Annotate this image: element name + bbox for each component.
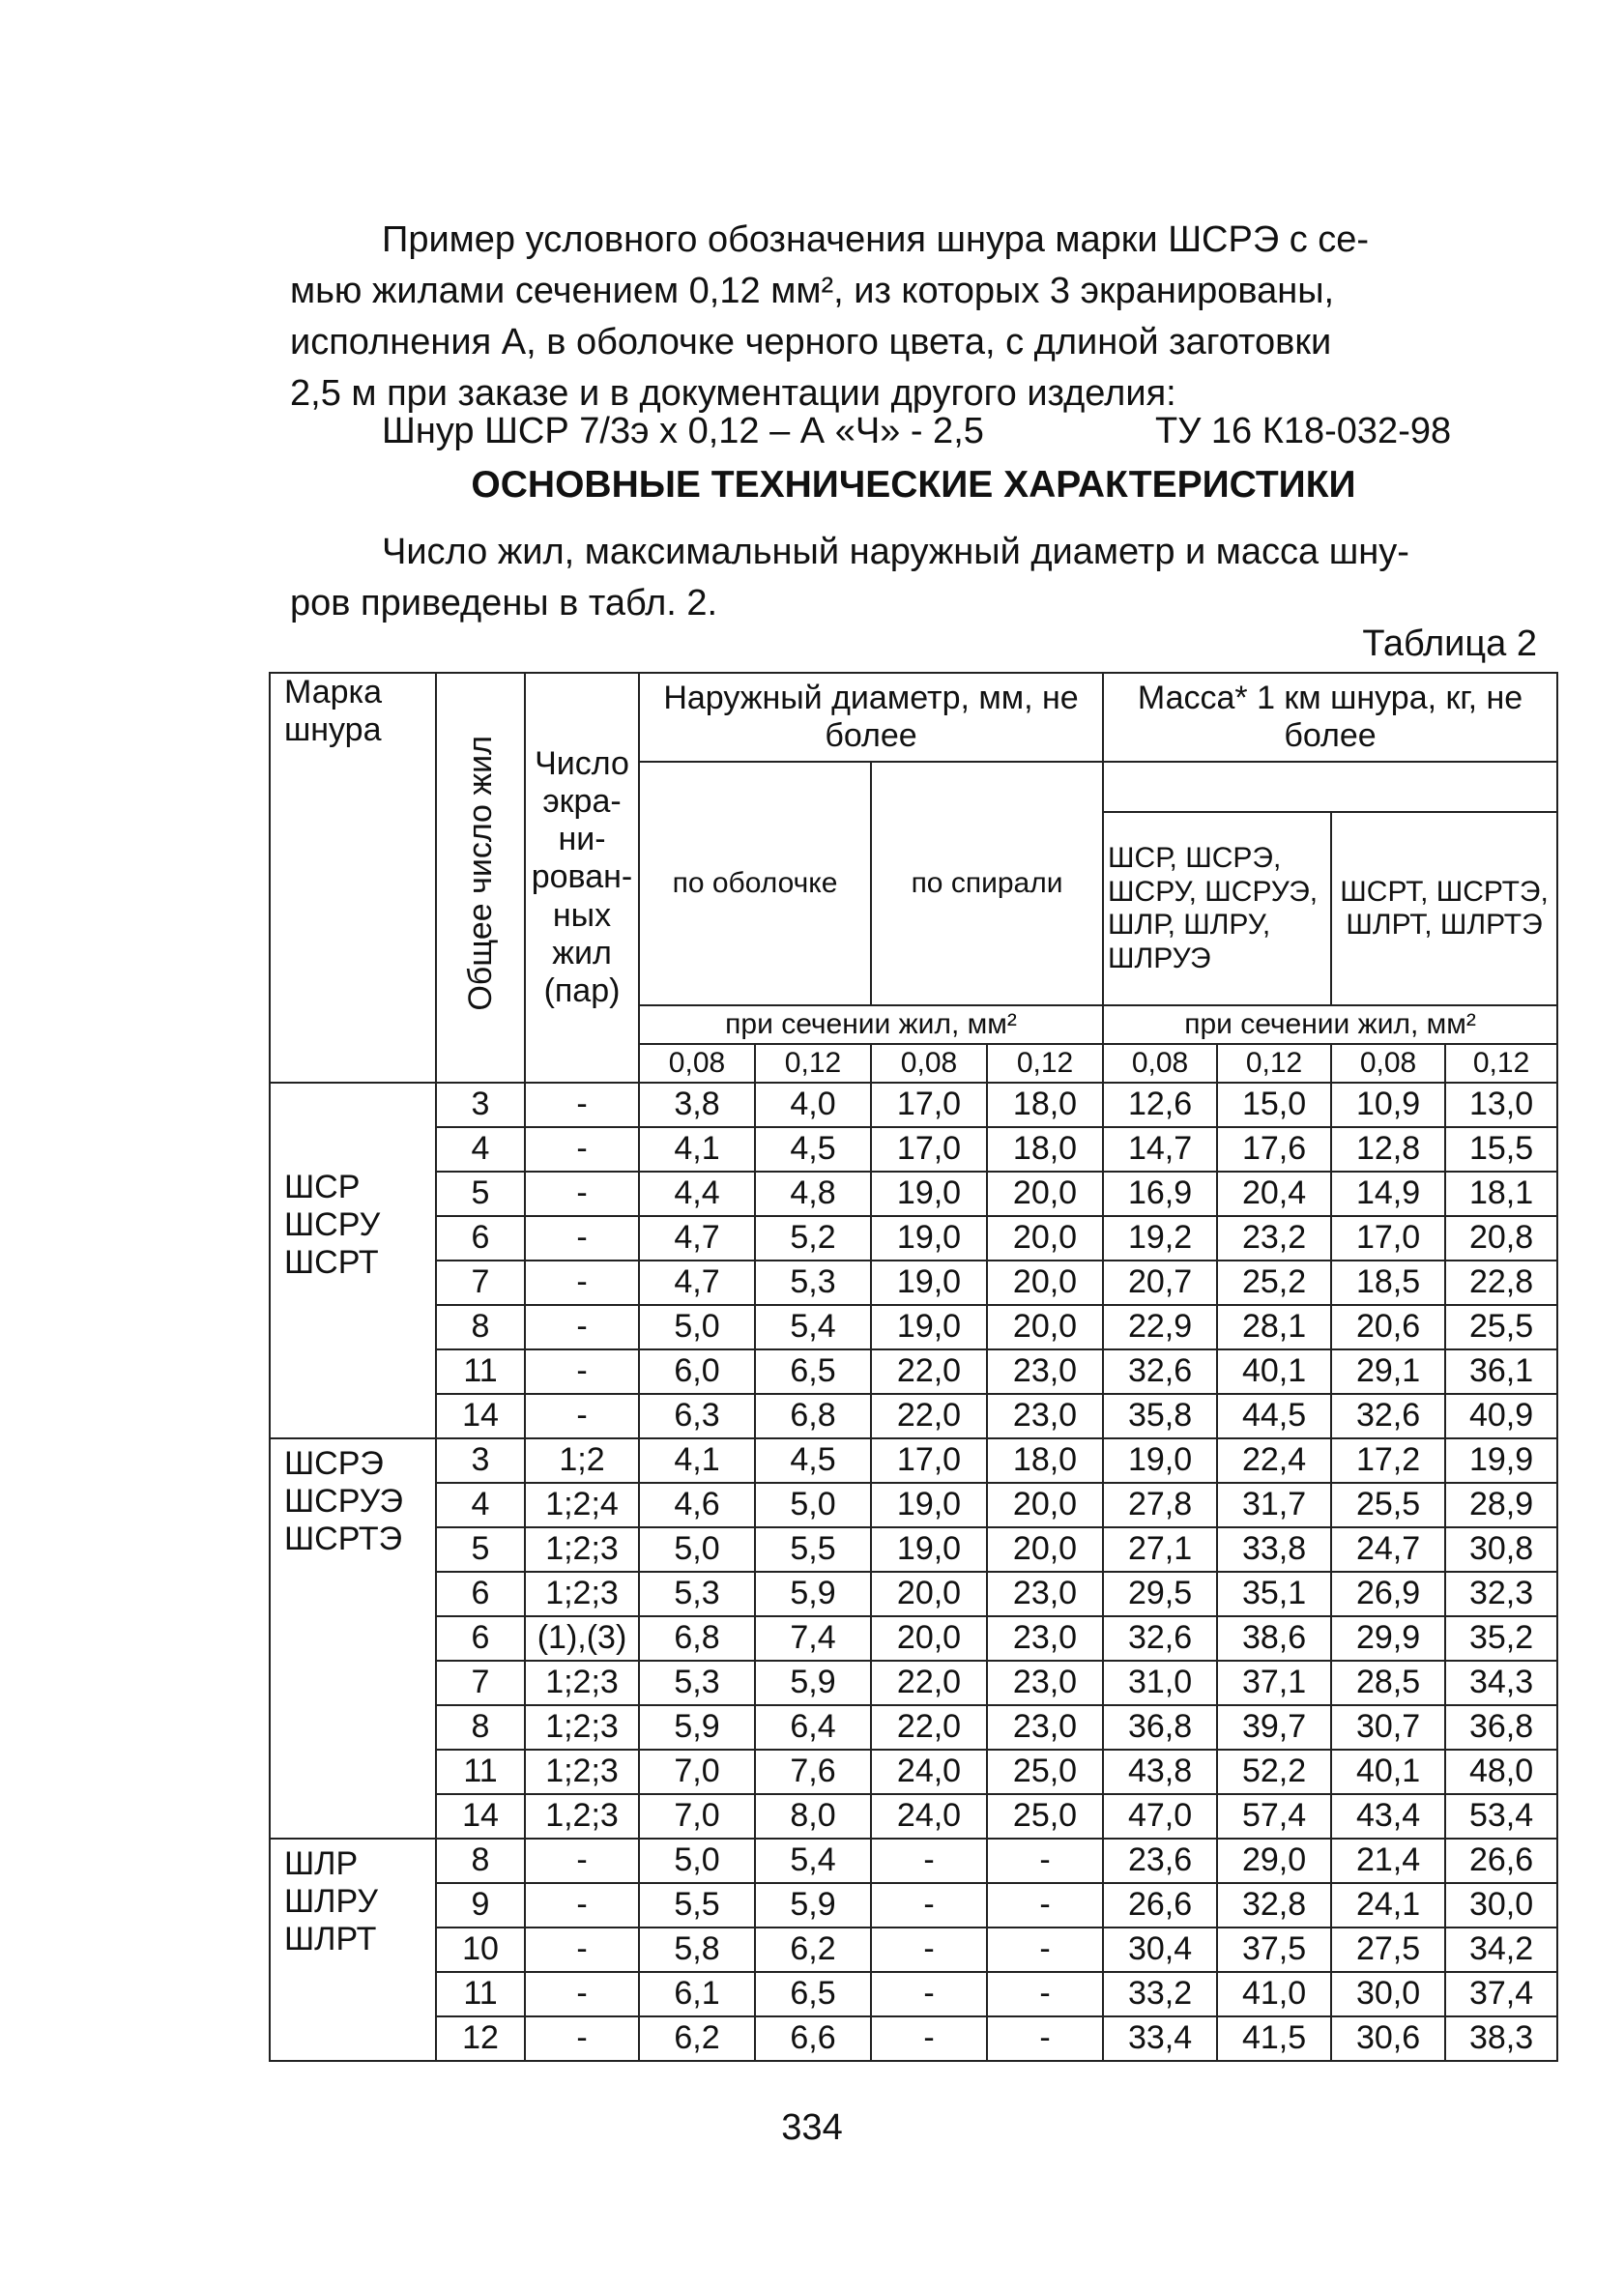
table-cell: 14 <box>436 1794 525 1839</box>
table-cell: 30,0 <box>1445 1883 1557 1928</box>
table-cell: 19,0 <box>871 1216 987 1261</box>
table-cell: 23,0 <box>987 1705 1103 1750</box>
table-row <box>270 1572 1557 1616</box>
header-outer-diameter: Наружный диаметр, мм, не более <box>639 673 1103 762</box>
table-cell: 5,9 <box>755 1883 871 1928</box>
table-cell: 1,2;3 <box>525 1794 639 1839</box>
table-cell: 25,0 <box>987 1794 1103 1839</box>
table-cell: - <box>871 2016 987 2061</box>
table-cell: 20,4 <box>1217 1172 1331 1216</box>
table-cell: 23,2 <box>1217 1216 1331 1261</box>
table-cell: 12,8 <box>1331 1127 1445 1172</box>
table-cell: 32,6 <box>1331 1394 1445 1438</box>
table-row <box>270 1616 1557 1661</box>
table-cell: 22,0 <box>871 1349 987 1394</box>
table-cell: 5,3 <box>639 1572 755 1616</box>
table-cell: 25,5 <box>1445 1305 1557 1349</box>
table-row <box>270 1083 1557 1127</box>
table-cell: 41,5 <box>1217 2016 1331 2061</box>
table-cell: 24,1 <box>1331 1883 1445 1928</box>
table-cell: 7 <box>436 1261 525 1305</box>
table-row <box>270 1750 1557 1794</box>
table-row <box>270 1438 1557 1483</box>
table-cell: 27,5 <box>1331 1928 1445 1972</box>
table-cell: 17,0 <box>1331 1216 1445 1261</box>
table-cell: 26,9 <box>1331 1572 1445 1616</box>
specs-table <box>269 672 1558 2062</box>
table-cell: 6,2 <box>755 1928 871 1972</box>
table-cell: 6,5 <box>755 1972 871 2016</box>
brand-group-cell: ШСРЭ ШСРУЭ ШСРТЭ <box>270 1438 436 1839</box>
brand-group-cell: ШСР ШСРУ ШСРТ <box>270 1083 436 1438</box>
table-cell: 25,0 <box>987 1750 1103 1794</box>
table-cell: 4,6 <box>639 1483 755 1527</box>
table-caption: Таблица 2 <box>1362 623 1537 664</box>
header-section-value: 0,12 <box>755 1044 871 1083</box>
table-cell: 17,0 <box>871 1438 987 1483</box>
table-cell: 1;2 <box>525 1438 639 1483</box>
table-cell: 47,0 <box>1103 1794 1217 1839</box>
table-cell: 6,3 <box>639 1394 755 1438</box>
table-cell: 28,1 <box>1217 1305 1331 1349</box>
table-row <box>270 2016 1557 2061</box>
table-cell: 8,0 <box>755 1794 871 1839</box>
table-cell: - <box>525 1972 639 2016</box>
table-cell: 6,1 <box>639 1972 755 2016</box>
table-cell: 18,0 <box>987 1127 1103 1172</box>
table-cell: 6 <box>436 1572 525 1616</box>
table-cell: 1;2;3 <box>525 1527 639 1572</box>
table-cell: 41,0 <box>1217 1972 1331 2016</box>
table-cell: 6,8 <box>755 1394 871 1438</box>
table-cell: 13,0 <box>1445 1083 1557 1127</box>
table-cell: 35,2 <box>1445 1616 1557 1661</box>
table-cell: 6 <box>436 1616 525 1661</box>
table-row <box>270 1216 1557 1261</box>
table-row <box>270 1972 1557 2016</box>
table-cell: 19,0 <box>871 1172 987 1216</box>
table-cell: 4,8 <box>755 1172 871 1216</box>
table-row <box>270 1394 1557 1438</box>
table-cell: 6,4 <box>755 1705 871 1750</box>
table-cell: 5,3 <box>639 1661 755 1705</box>
header-cross-section: при сечении жил, мм² <box>1103 1005 1557 1044</box>
header-by-sheath: по оболочке <box>639 762 871 1005</box>
intro-line: исполнения А, в оболочке черного цвета, с длиной заготовки <box>290 322 1332 362</box>
table-cell: 11 <box>436 1750 525 1794</box>
table-cell: 4 <box>436 1127 525 1172</box>
table-body <box>270 1083 1557 2061</box>
table-cell: 23,0 <box>987 1394 1103 1438</box>
designation-tu: ТУ 16 К18-032-98 <box>1155 411 1452 451</box>
table-cell: - <box>525 1883 639 1928</box>
table-cell: 37,4 <box>1445 1972 1557 2016</box>
table-row <box>270 1928 1557 1972</box>
table-cell: 15,5 <box>1445 1127 1557 1172</box>
table-cell: 40,1 <box>1331 1750 1445 1794</box>
table-cell: 23,0 <box>987 1661 1103 1705</box>
table-cell: 29,9 <box>1331 1616 1445 1661</box>
header-section-value: 0,08 <box>1103 1044 1217 1083</box>
table-cell: 52,2 <box>1217 1750 1331 1794</box>
designation-line <box>382 411 1542 452</box>
table-cell: 18,0 <box>987 1083 1103 1127</box>
table-cell: 7,0 <box>639 1794 755 1839</box>
table-cell: 19,2 <box>1103 1216 1217 1261</box>
table-cell: 23,0 <box>987 1616 1103 1661</box>
description-paragraph <box>290 527 1537 629</box>
table-cell: 38,6 <box>1217 1616 1331 1661</box>
table-cell: 5,0 <box>639 1839 755 1883</box>
section-heading: ОСНОВНЫЕ ТЕХНИЧЕСКИЕ ХАРАКТЕРИСТИКИ <box>471 464 1356 506</box>
table-cell: 19,9 <box>1445 1438 1557 1483</box>
table-cell: 4,1 <box>639 1127 755 1172</box>
header-section-value: 0,12 <box>1217 1044 1331 1083</box>
table-cell: 30,0 <box>1331 1972 1445 2016</box>
table-cell: - <box>987 1928 1103 1972</box>
table-cell: 20,8 <box>1445 1216 1557 1261</box>
table-cell: 7,0 <box>639 1750 755 1794</box>
table-cell: 18,0 <box>987 1438 1103 1483</box>
table-cell: 24,7 <box>1331 1527 1445 1572</box>
table-row <box>270 1661 1557 1705</box>
page-number: 334 <box>781 2107 843 2148</box>
table-cell: 19,0 <box>1103 1438 1217 1483</box>
table-cell: 32,6 <box>1103 1349 1217 1394</box>
table-cell: 29,0 <box>1217 1839 1331 1883</box>
table-cell: 6,0 <box>639 1349 755 1394</box>
table-cell: 1;2;3 <box>525 1705 639 1750</box>
description-line: Число жил, максимальный наружный диаметр и масса шну- <box>382 532 1409 572</box>
table-cell: 4 <box>436 1483 525 1527</box>
table-cell: 23,0 <box>987 1572 1103 1616</box>
table-cell: 40,9 <box>1445 1394 1557 1438</box>
table-cell: 19,0 <box>871 1527 987 1572</box>
table-cell: - <box>525 1261 639 1305</box>
table-cell: 39,7 <box>1217 1705 1331 1750</box>
table-cell: 5,0 <box>639 1527 755 1572</box>
header-section-value: 0,08 <box>871 1044 987 1083</box>
intro-line: 2,5 м при заказе и в документации другого изделия: <box>290 373 1176 414</box>
table-cell: (1),(3) <box>525 1616 639 1661</box>
table-cell: 33,8 <box>1217 1527 1331 1572</box>
table-cell: 16,9 <box>1103 1172 1217 1216</box>
table-cell: 30,6 <box>1331 2016 1445 2061</box>
table-cell: 22,0 <box>871 1705 987 1750</box>
table-cell: 5,9 <box>755 1661 871 1705</box>
table-row <box>270 1794 1557 1839</box>
intro-line: Пример условного обозначения шнура марки ШСРЭ с се- <box>382 219 1370 260</box>
table-cell: 38,3 <box>1445 2016 1557 2061</box>
table-cell: 1;2;3 <box>525 1750 639 1794</box>
table-cell: 4,5 <box>755 1438 871 1483</box>
table-cell: 10,9 <box>1331 1083 1445 1127</box>
table-cell: - <box>525 1839 639 1883</box>
table-cell: 44,5 <box>1217 1394 1331 1438</box>
table-cell: 43,4 <box>1331 1794 1445 1839</box>
table-cell: 4,4 <box>639 1172 755 1216</box>
table-cell: 20,0 <box>987 1483 1103 1527</box>
table-cell: 21,4 <box>1331 1839 1445 1883</box>
table-cell: 1;2;4 <box>525 1483 639 1527</box>
table-cell: 20,0 <box>987 1216 1103 1261</box>
table-cell: 37,1 <box>1217 1661 1331 1705</box>
intro-paragraph <box>290 215 1537 420</box>
table-cell: 28,9 <box>1445 1483 1557 1527</box>
table-row <box>270 1527 1557 1572</box>
table-cell: 12 <box>436 2016 525 2061</box>
table-cell: 20,0 <box>871 1616 987 1661</box>
table-cell: 19,0 <box>871 1483 987 1527</box>
table-cell: 35,8 <box>1103 1394 1217 1438</box>
table-cell: 4,1 <box>639 1438 755 1483</box>
table-cell: 57,4 <box>1217 1794 1331 1839</box>
table-cell: 32,8 <box>1217 1883 1331 1928</box>
table-cell: 36,1 <box>1445 1349 1557 1394</box>
table-cell: 27,1 <box>1103 1527 1217 1572</box>
table-row <box>270 1839 1557 1883</box>
table-cell: 26,6 <box>1103 1883 1217 1928</box>
table-cell: 5,8 <box>639 1928 755 1972</box>
table-cell: 5 <box>436 1172 525 1216</box>
table-row <box>270 1705 1557 1750</box>
intro-line: мью жилами сечением 0,12 мм², из которых 3 экранированы, <box>290 271 1335 311</box>
table-cell: 19,0 <box>871 1305 987 1349</box>
table-cell: 19,0 <box>871 1261 987 1305</box>
header-mass-spacer <box>1103 762 1557 812</box>
header-brand: Марка шнура <box>270 673 436 1083</box>
table-cell: 5,4 <box>755 1305 871 1349</box>
table-cell: 5,4 <box>755 1839 871 1883</box>
table-cell: 10 <box>436 1928 525 1972</box>
table-cell: 20,0 <box>987 1305 1103 1349</box>
header-group-b: ШСРТ, ШСРТЭ, ШЛРТ, ШЛРТЭ <box>1331 812 1557 1005</box>
table-cell: 33,2 <box>1103 1972 1217 2016</box>
table-cell: 20,0 <box>871 1572 987 1616</box>
table-cell: 31,7 <box>1217 1483 1331 1527</box>
table-cell: - <box>871 1839 987 1883</box>
table-cell: 15,0 <box>1217 1083 1331 1127</box>
table-cell: 18,5 <box>1331 1261 1445 1305</box>
table-cell: 7,4 <box>755 1616 871 1661</box>
table-cell: 34,3 <box>1445 1661 1557 1705</box>
table-cell: 34,2 <box>1445 1928 1557 1972</box>
table-cell: 35,1 <box>1217 1572 1331 1616</box>
table-cell: 22,0 <box>871 1661 987 1705</box>
table-cell: 6,6 <box>755 2016 871 2061</box>
table-cell: 22,9 <box>1103 1305 1217 1349</box>
header-total-cores: Общее число жил <box>436 673 525 1083</box>
table-cell: 4,7 <box>639 1261 755 1305</box>
table-cell: 48,0 <box>1445 1750 1557 1794</box>
table-cell: 31,0 <box>1103 1661 1217 1705</box>
table-row <box>270 1305 1557 1349</box>
table-cell: 5,0 <box>639 1305 755 1349</box>
table-cell: 7 <box>436 1661 525 1705</box>
table-cell: 26,6 <box>1445 1839 1557 1883</box>
header-by-spiral: по спирали <box>871 762 1103 1005</box>
table-cell: 36,8 <box>1103 1705 1217 1750</box>
header-group-a: ШСР, ШСРЭ, ШСРУ, ШСРУЭ, ШЛР, ШЛРУ, ШЛРУЭ <box>1103 812 1331 1005</box>
table-cell: - <box>525 1216 639 1261</box>
table-cell: 4,5 <box>755 1127 871 1172</box>
header-section-value: 0,08 <box>1331 1044 1445 1083</box>
table-cell: - <box>871 1972 987 2016</box>
table-cell: 32,6 <box>1103 1616 1217 1661</box>
table-cell: 5,0 <box>755 1483 871 1527</box>
table-cell: 22,8 <box>1445 1261 1557 1305</box>
table-cell: 20,0 <box>987 1527 1103 1572</box>
table-cell: 30,4 <box>1103 1928 1217 1972</box>
table-cell: 17,2 <box>1331 1438 1445 1483</box>
table-cell: 37,5 <box>1217 1928 1331 1972</box>
header-cross-section: при сечении жил, мм² <box>639 1005 1103 1044</box>
table-cell: 17,0 <box>871 1083 987 1127</box>
table-cell: 23,6 <box>1103 1839 1217 1883</box>
table-cell: 5,9 <box>639 1705 755 1750</box>
table-cell: 3,8 <box>639 1083 755 1127</box>
table-cell: - <box>871 1928 987 1972</box>
table-cell: 12,6 <box>1103 1083 1217 1127</box>
table-cell: 14,9 <box>1331 1172 1445 1216</box>
table-cell: - <box>525 1305 639 1349</box>
table-row <box>270 1883 1557 1928</box>
table-cell: 27,8 <box>1103 1483 1217 1527</box>
table-cell: 5,5 <box>755 1527 871 1572</box>
table-cell: 33,4 <box>1103 2016 1217 2061</box>
table-cell: 3 <box>436 1083 525 1127</box>
table-cell: 29,5 <box>1103 1572 1217 1616</box>
table-cell: - <box>525 2016 639 2061</box>
table-row <box>270 1172 1557 1216</box>
table-cell: 5,5 <box>639 1883 755 1928</box>
header-mass: Масса* 1 км шнура, кг, не более <box>1103 673 1557 762</box>
table-cell: - <box>525 1127 639 1172</box>
table-cell: 23,0 <box>987 1349 1103 1394</box>
description-line: ров приведены в табл. 2. <box>290 583 718 623</box>
table-cell: 28,5 <box>1331 1661 1445 1705</box>
table-cell: 8 <box>436 1839 525 1883</box>
table-cell: - <box>987 1839 1103 1883</box>
table-cell: 36,8 <box>1445 1705 1557 1750</box>
table-cell: 18,1 <box>1445 1172 1557 1216</box>
table-cell: - <box>987 1972 1103 2016</box>
table-cell: 4,7 <box>639 1216 755 1261</box>
table-cell: 8 <box>436 1705 525 1750</box>
table-cell: 17,0 <box>871 1127 987 1172</box>
table-cell: - <box>525 1394 639 1438</box>
table-cell: 29,1 <box>1331 1349 1445 1394</box>
designation-text: Шнур ШСР 7/3э х 0,12 – А «Ч» - 2,5 <box>382 411 984 451</box>
table-cell: 5,2 <box>755 1216 871 1261</box>
table-cell: 17,6 <box>1217 1127 1331 1172</box>
table-cell: 24,0 <box>871 1794 987 1839</box>
table-cell: 6,2 <box>639 2016 755 2061</box>
header-section-value: 0,08 <box>639 1044 755 1083</box>
table-cell: - <box>987 1883 1103 1928</box>
table-cell: 14 <box>436 1394 525 1438</box>
table-cell: 20,6 <box>1331 1305 1445 1349</box>
table-row <box>270 1349 1557 1394</box>
table-cell: 6,8 <box>639 1616 755 1661</box>
table-cell: - <box>525 1083 639 1127</box>
table-cell: 7,6 <box>755 1750 871 1794</box>
table-cell: 30,7 <box>1331 1705 1445 1750</box>
table-cell: 22,0 <box>871 1394 987 1438</box>
table-cell: 6,5 <box>755 1349 871 1394</box>
table-cell: - <box>525 1928 639 1972</box>
table-cell: 1;2;3 <box>525 1572 639 1616</box>
table-cell: - <box>871 1883 987 1928</box>
header-section-value: 0,12 <box>1445 1044 1557 1083</box>
table-cell: 25,2 <box>1217 1261 1331 1305</box>
table-row <box>270 1261 1557 1305</box>
table-cell: 53,4 <box>1445 1794 1557 1839</box>
table-cell: 20,0 <box>987 1261 1103 1305</box>
table-row <box>270 1483 1557 1527</box>
table-cell: 40,1 <box>1217 1349 1331 1394</box>
table-cell: 24,0 <box>871 1750 987 1794</box>
table-cell: - <box>525 1349 639 1394</box>
table-cell: 1;2;3 <box>525 1661 639 1705</box>
header-section-value: 0,12 <box>987 1044 1103 1083</box>
table-cell: 9 <box>436 1883 525 1928</box>
table-cell: 20,0 <box>987 1172 1103 1216</box>
brand-group-cell: ШЛР ШЛРУ ШЛРТ <box>270 1839 436 2061</box>
table-row <box>270 1127 1557 1172</box>
table-cell: 30,8 <box>1445 1527 1557 1572</box>
table-cell: 3 <box>436 1438 525 1483</box>
header-shielded: Число экра- ни- рован- ных жил (пар) <box>525 673 639 1083</box>
table-cell: 25,5 <box>1331 1483 1445 1527</box>
table-cell: 32,3 <box>1445 1572 1557 1616</box>
table-cell: 14,7 <box>1103 1127 1217 1172</box>
table-cell: 20,7 <box>1103 1261 1217 1305</box>
table-cell: 4,0 <box>755 1083 871 1127</box>
table-cell: 22,4 <box>1217 1438 1331 1483</box>
table-cell: 11 <box>436 1349 525 1394</box>
table-cell: 5,9 <box>755 1572 871 1616</box>
table-cell: - <box>987 2016 1103 2061</box>
table-cell: 8 <box>436 1305 525 1349</box>
table-cell: 6 <box>436 1216 525 1261</box>
table-cell: 11 <box>436 1972 525 2016</box>
table-cell: 5,3 <box>755 1261 871 1305</box>
table-cell: - <box>525 1172 639 1216</box>
table-cell: 43,8 <box>1103 1750 1217 1794</box>
table-cell: 5 <box>436 1527 525 1572</box>
